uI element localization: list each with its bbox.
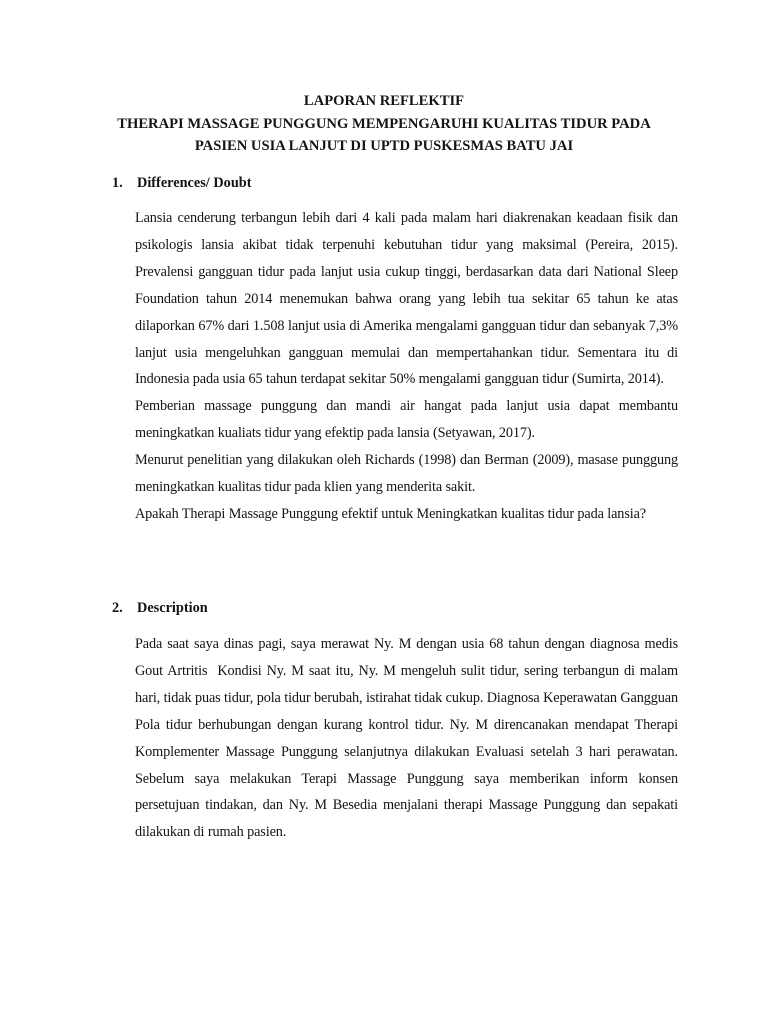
paragraph: Apakah Therapi Massage Punggung efektif untuk Meningkatkan kualitas tidur pada lansia?: [135, 505, 646, 522]
paragraph: Lansia cenderung terbangun lebih dari 4 kali pada malam hari diakrenakan keadaan fisik dan psikologis lansia akibat tidak terpenuhi kebutuhan tidur yang maksimal (Pereira, 2015). Prevalensi gangguan tidur pada lanjut usia cukup tinggi, berdasarkan data dari National Sleep Foundation tahun 2014 menemukan bahwa orang yang lebih tua sekitar 65 tahun ke atas dilaporkan 67% dari 1.508 lanjut usia di Amerika mengalami gangguan tidur dan sebanyak 7,3% lanjut usia mengeluhkan gangguan memulai dan mempertahankan tidur. Sementara itu di Indonesia pada usia 65 tahun terdapat sekitar 50% mengalami gangguan tidur (Sumirta, 2014).: [135, 210, 682, 388]
title-line: THERAPI MASSAGE PUNGGUNG MEMPENGARUHI KUALITAS TIDUR PADA: [117, 115, 651, 132]
section-heading-description: [0, 596, 768, 620]
section-body-differences-doubt: [135, 205, 682, 528]
title-line: PASIEN USIA LANJUT DI UPTD PUSKESMAS BATU JAI: [194, 138, 574, 154]
paragraph: Pemberian massage punggung dan mandi air hangat pada lanjut usia dapat membantu meningkatkan kualiats tidur yang efektip pada lansia (Setyawan, 2017).: [135, 398, 682, 442]
section-heading-differences-doubt: [0, 171, 768, 195]
section-number: 1.: [112, 175, 123, 191]
section-title: Description: [137, 600, 208, 616]
report-title: [0, 90, 768, 158]
paragraph: Menurut penelitian yang dilakukan oleh Richards (1998) dan Berman (2009), masase punggung meningkatkan kualitas tidur pada klien yang menderita sakit.: [135, 452, 682, 496]
paragraph: Pada saat saya dinas pagi, saya merawat Ny. M dengan usia 68 tahun dengan diagnosa medis Gout Artritis Kondisi Ny. M saat itu, Ny. M mengeluh sulit tidur, sering terbangun di malam hari, tidak puas tidur, pola tidur berubah, istirahat tidak cukup. Diagnosa Keperawatan Gangguan Pola tidur berhubungan dengan kurang kontrol tidur. Ny. M direncanakan mendapat Therapi Komplementer Massage Punggung selanjutnya dilakukan Evaluasi setelah 3 hari perawatan. Sebelum saya melakukan Terapi Massage Punggung saya memberikan inform konsen persetujuan tindakan, dan Ny. M Besedia menjalani therapi Massage Punggung dan sepakati dilakukan di rumah pasien.: [135, 636, 682, 841]
title-line: LAPORAN REFLEKTIF: [303, 93, 465, 109]
section-body-description: [135, 631, 682, 846]
section-title: Differences/ Doubt: [137, 175, 252, 191]
section-number: 2.: [112, 600, 123, 616]
